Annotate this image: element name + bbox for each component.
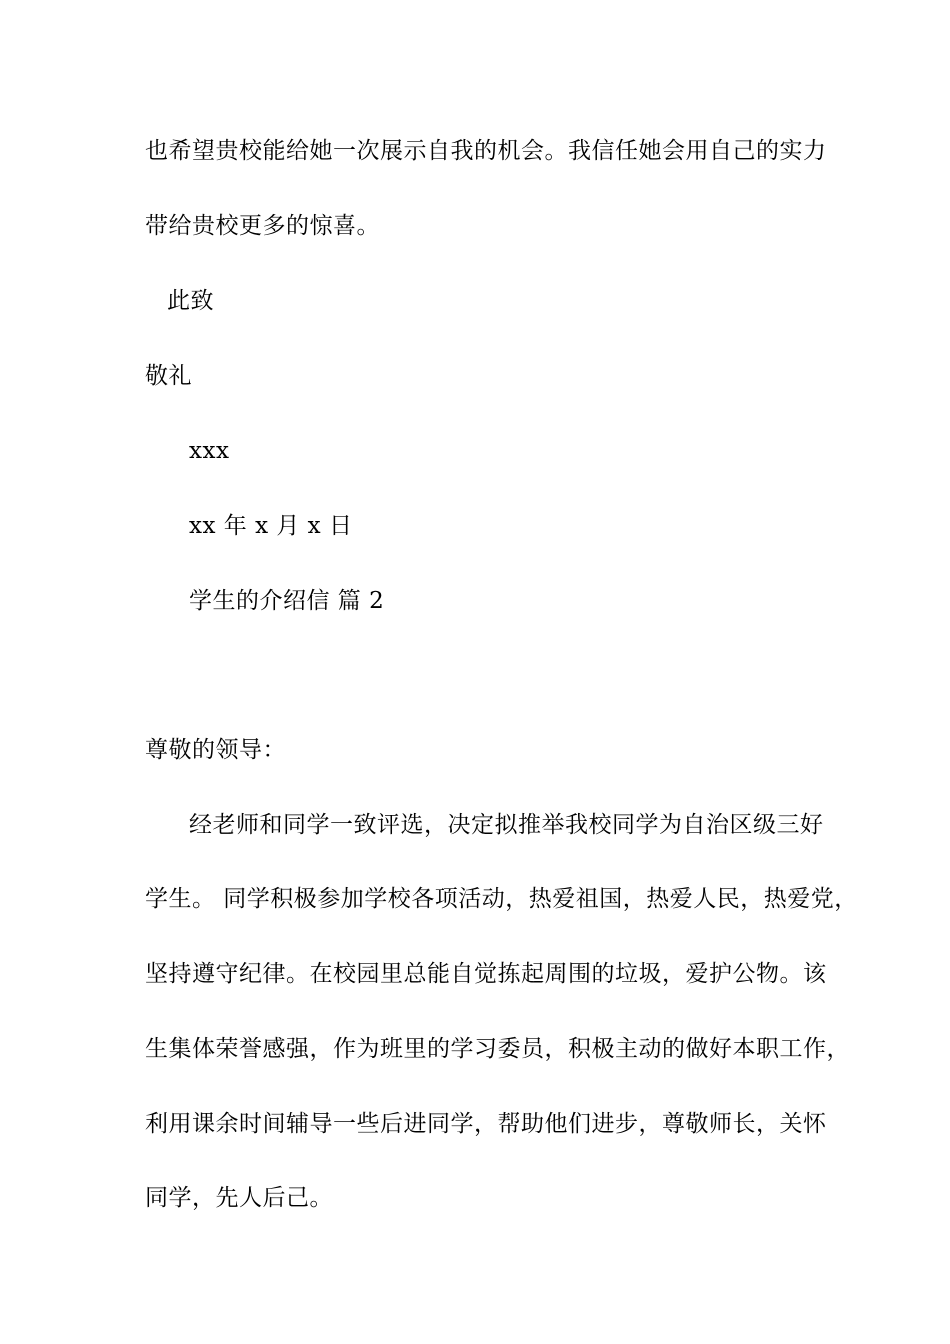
letter2-line-5: 利用课余时间辅导一些后进同学，帮助他们进步，尊敬师长，关怀	[145, 1111, 827, 1137]
closing-cizhi: 此致	[167, 288, 214, 314]
section-title: 学生的介绍信 篇 2	[189, 588, 385, 614]
closing-jingli: 敬礼	[145, 363, 192, 389]
letter2-line-3: 坚持遵守纪律。在校园里总能自觉拣起周围的垃圾，爱护公物。该	[145, 961, 827, 987]
letter2-line-2: 学生。 同学积极参加学校各项活动，热爱祖国，热爱人民，热爱党，	[145, 886, 858, 912]
letter2-line-4: 生集体荣誉感强，作为班里的学习委员，积极主动的做好本职工作，	[145, 1036, 850, 1062]
signature: xxx	[189, 438, 230, 464]
letter1-line-2: 带给贵校更多的惊喜。	[145, 213, 380, 239]
letter2-line-1: 经老师和同学一致评选，决定拟推举我校同学为自治区级三好	[189, 812, 824, 838]
salutation: 尊敬的领导：	[145, 737, 286, 763]
letter-date: xx 年 x 月 x 日	[189, 513, 353, 539]
letter2-line-6: 同学，先人后己。	[145, 1185, 333, 1211]
letter1-line-1: 也希望贵校能给她一次展示自我的机会。我信任她会用自己的实力	[145, 138, 827, 164]
